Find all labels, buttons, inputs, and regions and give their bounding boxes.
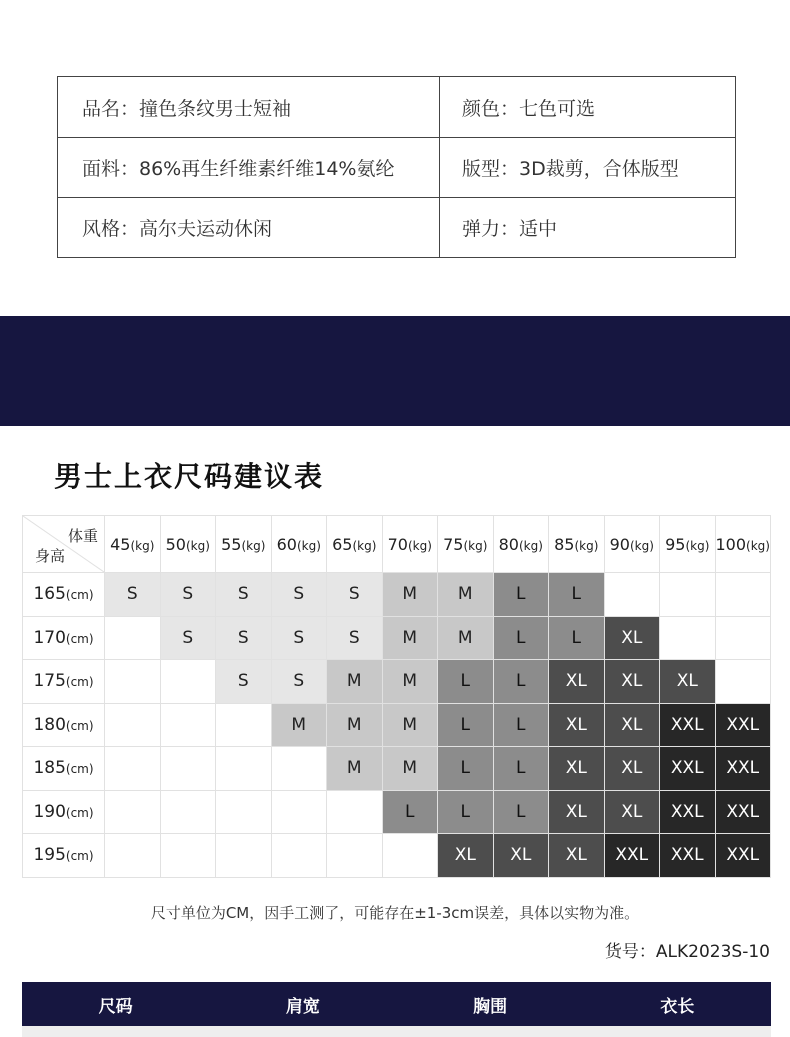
size-cell [604,573,660,617]
weight-unit: (kg) [463,538,488,553]
weight-unit: (kg) [574,538,599,553]
height-header [23,747,105,791]
size-cell [105,616,161,660]
weight-header [549,516,605,573]
size-cell [160,790,216,834]
size-cell [160,834,216,878]
size-cell: L [549,573,605,617]
weight-unit: (kg) [518,538,543,553]
size-cell [660,616,716,660]
size-cell [216,834,272,878]
height-unit: (cm) [65,805,94,820]
size-cell: XL [604,660,660,704]
section-banner [0,316,790,426]
weight-unit: (kg) [185,538,210,553]
weight-header [604,516,660,573]
size-chart-title: 男士上衣尺码建议表 [54,460,325,493]
size-cell: XXL [715,834,771,878]
info-product-name: 品名：撞色条纹男士短袖 [58,77,440,137]
weight-value: 45 [110,534,131,554]
size-grid [22,515,771,878]
size-cell [105,790,161,834]
height-value: 185 [33,758,66,779]
weight-value: 50 [165,534,186,554]
grid-corner [23,516,105,573]
table-row [23,703,771,747]
height-unit: (cm) [65,718,94,733]
height-unit: (cm) [65,631,94,646]
weight-header [382,516,438,573]
size-cell: XL [549,660,605,704]
weight-unit: (kg) [296,538,321,553]
table-row [23,660,771,704]
size-cell: L [493,616,549,660]
table-row [23,790,771,834]
size-cell [216,747,272,791]
weight-unit: (kg) [629,538,654,553]
weight-value: 65 [332,534,353,554]
size-cell: XL [604,703,660,747]
size-cell [160,747,216,791]
size-cell: S [216,573,272,617]
weight-unit: (kg) [407,538,432,553]
size-cell [216,703,272,747]
info-row [58,77,735,137]
size-cell [216,790,272,834]
header-length: 衣长 [660,996,695,1017]
weight-value: 90 [609,534,630,554]
size-cell [160,660,216,704]
weight-header [105,516,161,573]
weight-value: 100 [715,534,747,554]
weight-header [216,516,272,573]
height-value: 175 [33,671,66,692]
height-header [23,703,105,747]
measurement-table-row [22,1026,771,1037]
size-cell [660,573,716,617]
weight-value: 85 [554,534,575,554]
info-style: 风格：高尔夫运动休闲 [58,198,440,257]
corner-weight-label: 体重 [67,527,98,545]
size-cell [105,660,161,704]
size-cell [327,790,383,834]
size-cell: XL [438,834,494,878]
height-unit: (cm) [65,675,94,690]
size-cell [105,834,161,878]
size-cell: XL [549,747,605,791]
size-cell [105,747,161,791]
size-cell: S [271,573,327,617]
size-cell: XXL [715,790,771,834]
height-unit: (cm) [65,588,94,603]
weight-header [271,516,327,573]
info-fabric: 面料：86%再生纤维素纤维14%氨纶 [58,138,440,197]
size-cell: XL [604,616,660,660]
size-cell: M [382,747,438,791]
header-shoulder: 肩宽 [285,996,320,1017]
weight-value: 70 [387,534,408,554]
weight-value: 80 [498,534,519,554]
size-cell: L [438,790,494,834]
weight-value: 75 [443,534,464,554]
size-cell: L [493,703,549,747]
weight-header [438,516,494,573]
weight-unit: (kg) [130,538,155,553]
table-row [23,834,771,878]
size-cell [271,790,327,834]
size-cell [715,573,771,617]
size-cell: XXL [660,834,716,878]
header-size: 尺码 [98,996,133,1017]
size-cell [327,834,383,878]
weight-unit: (kg) [746,538,770,553]
size-cell: S [160,573,216,617]
size-cell: M [438,573,494,617]
product-info-table [57,76,736,258]
info-row [58,137,735,197]
size-cell: S [216,616,272,660]
size-cell: XL [604,747,660,791]
height-value: 170 [33,627,66,648]
measurement-table-header [22,982,771,1026]
info-row [58,197,735,257]
size-cell: XXL [715,747,771,791]
size-cell: M [438,616,494,660]
height-unit: (cm) [65,849,94,864]
size-cell: XL [549,703,605,747]
height-header [23,573,105,617]
table-row [23,747,771,791]
height-header [23,834,105,878]
size-cell: XL [660,660,716,704]
height-value: 165 [33,584,66,605]
size-cell: M [382,573,438,617]
size-cell: M [327,703,383,747]
size-cell: L [549,616,605,660]
height-header [23,790,105,834]
size-cell [715,616,771,660]
size-cell: L [493,660,549,704]
weight-unit: (kg) [352,538,377,553]
height-header [23,616,105,660]
height-value: 195 [33,845,66,866]
size-cell: XL [604,790,660,834]
size-cell: XXL [660,790,716,834]
size-cell [271,747,327,791]
size-cell: M [271,703,327,747]
size-cell [715,660,771,704]
table-row [23,616,771,660]
size-cell: XXL [604,834,660,878]
size-cell [160,703,216,747]
size-cell: L [438,747,494,791]
size-cell: XL [549,834,605,878]
size-cell: L [493,747,549,791]
size-cell [271,834,327,878]
size-cell: M [382,703,438,747]
size-cell: XL [549,790,605,834]
info-elasticity: 弹力：适中 [462,218,558,240]
size-cell: M [382,616,438,660]
size-cell: S [216,660,272,704]
height-unit: (cm) [65,762,94,777]
corner-height-label: 身高 [35,547,66,565]
info-fit: 版型：3D裁剪，合体版型 [462,158,679,180]
size-cell: L [493,573,549,617]
weight-value: 60 [276,534,297,554]
size-cell: S [271,616,327,660]
sku-label: 货号：ALK2023S-10 [604,942,770,962]
size-cell: XXL [660,747,716,791]
measurement-note: 尺寸单位为CM，因手工测了，可能存在±1-3cm误差，具体以实物为准。 [150,904,640,922]
weight-header [160,516,216,573]
size-cell: L [438,703,494,747]
size-cell [382,834,438,878]
size-cell: M [327,747,383,791]
weight-header [493,516,549,573]
size-cell: L [493,790,549,834]
height-value: 180 [33,714,66,735]
size-cell: S [105,573,161,617]
size-cell: L [438,660,494,704]
size-cell [105,703,161,747]
height-value: 190 [33,801,66,822]
size-cell: M [382,660,438,704]
weight-value: 55 [221,534,242,554]
size-cell: S [327,573,383,617]
height-header [23,660,105,704]
size-cell: M [327,660,383,704]
weight-header [660,516,716,573]
info-color: 颜色：七色可选 [462,97,596,120]
header-chest: 胸围 [473,996,508,1017]
weight-value: 95 [665,534,686,554]
size-cell: S [271,660,327,704]
weight-header [327,516,383,573]
weight-header [715,516,771,573]
size-cell: L [382,790,438,834]
weight-unit: (kg) [685,538,710,553]
table-row [23,573,771,617]
size-cell: S [160,616,216,660]
size-cell: XXL [715,703,771,747]
size-cell: XL [493,834,549,878]
size-cell: XXL [660,703,716,747]
weight-unit: (kg) [241,538,266,553]
size-cell: S [327,616,383,660]
